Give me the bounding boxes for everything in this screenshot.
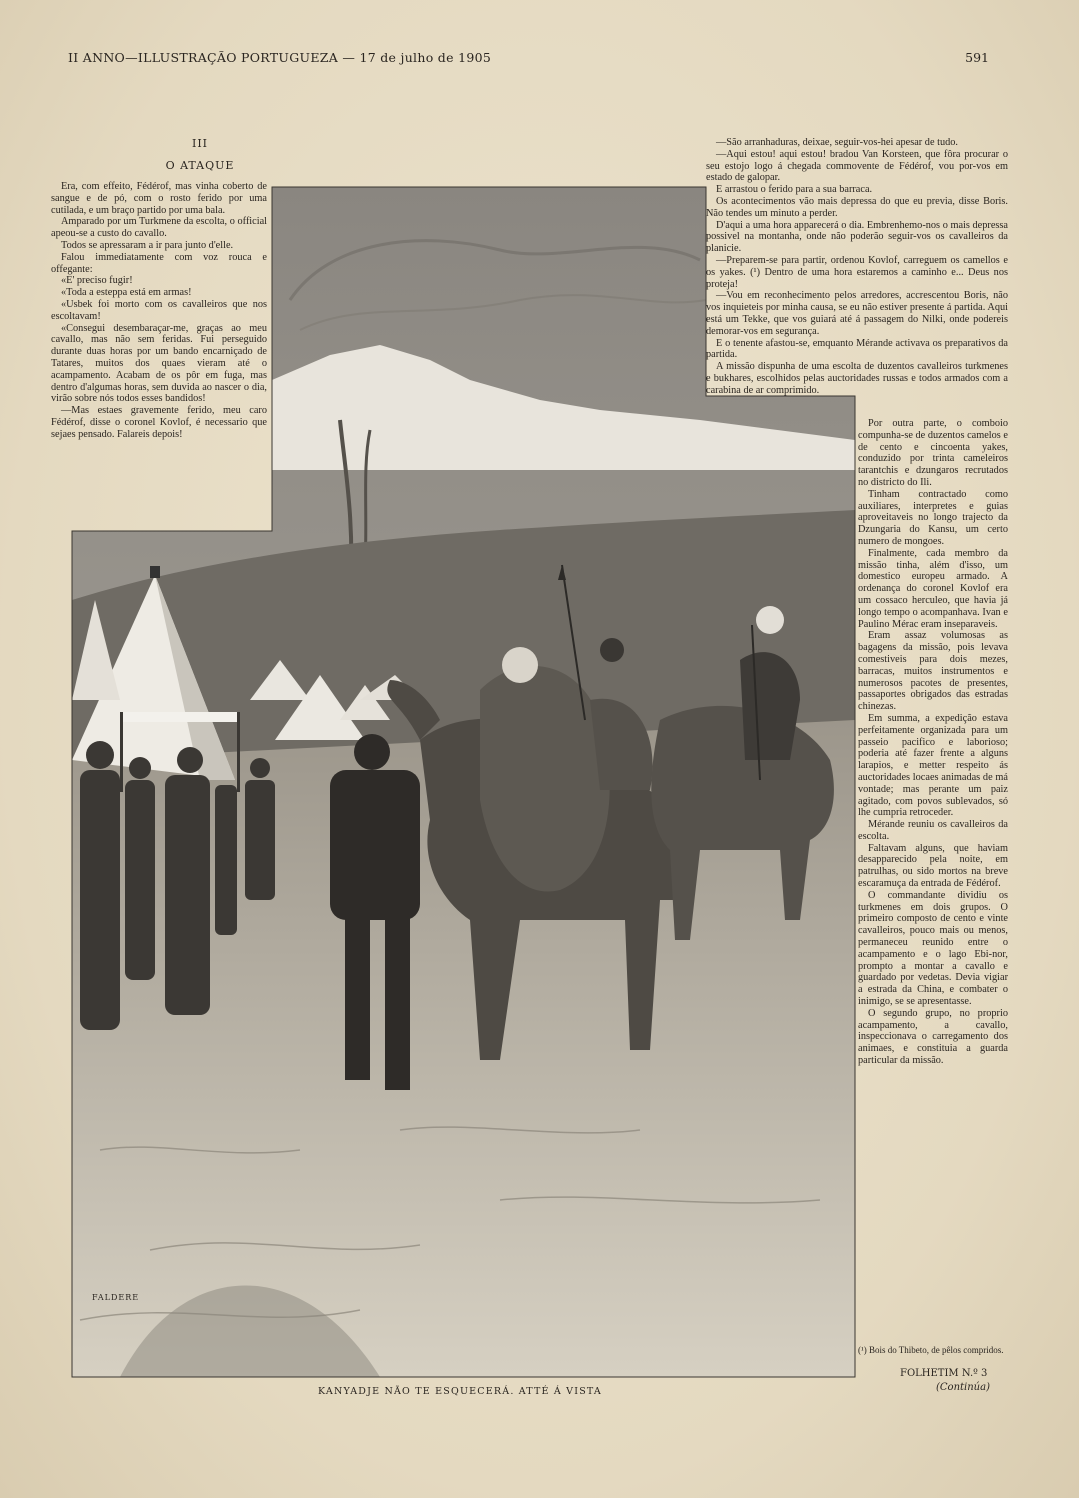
paragraph: O segundo grupo, no proprio acampamento, a cavallo, inspeccionava o carregamento dos animaes, e constituia a guarda particular da missão. [858,1007,1008,1067]
paragraph: —Mas estaes gravemente ferido, meu caro Fédérof, disse o coronel Kovlof, é necessario que sejaes pensado. Falareis depois! [51,405,267,440]
running-header: II ANNO—ILLUSTRAÇÃO PORTUGUEZA — 17 de julho de 1905 [68,50,492,65]
paragraph: D'aqui a uma hora apparecerá o dia. Embrenhemo-nos o mais depressa possivel na montanha, onde não poderão seguir-vos os cavalleiros da planicie. [706,219,1008,255]
paragraph: Mérande reuniu os cavalleiros da escolta. [858,819,1008,842]
paragraph: —São arranhaduras, deixae, seguir-vos-hei apesar de tudo. [716,137,958,148]
paragraph: O commandante dividiu os turkmenes em dois grupos. O primeiro composto de cento e vinte cavalleiros, pouco mais ou menos, permaneceu reunido entre o acampamento e o lago Ebi-nor, prompto a montar a cavallo e guardado por vedetas. Devia vigiar a estrada da China, e combater o inimigo, se se apresentasse. [858,889,1008,1008]
paragraph: Falou immediatamente com voz rouca e offegante: [51,251,267,275]
footnote: (¹) Bois do Thibeto, de pêlos compridos. [858,1345,1004,1355]
paragraph: —Vou em reconhecimento pelos arredores, accrescentou Boris, não vos inquieteis por minha causa, se eu não estiver presente á partida. Aqui está um Tekke, que vos guiará até á passagem do Nilki, onde podereis demorar-vos em segurança. [706,290,1008,337]
paragraph: Finalmente, cada membro da missão tinha, além d'isso, um domestico europeu armado. A ordenança do coronel Kovlof era um cossaco herculeo, que havia já longo tempo o acompanhava. Ivan e Paulino Mérac eram inseparaveis. [858,547,1008,630]
paragraph: «Toda a esteppa está em armas! [61,287,192,299]
paragraph: Amparado por um Turkmene da escolta, o official apeou-se a custo do cavallo. [51,216,267,240]
chapter-title: O ATAQUE [165,159,235,172]
paragraph: —Aqui estou! aqui estou! bradou Van Korsteen, que fôra procurar o seu estojo logo á chegada commovente de Fédérof, vou por-vos em estado de galopar. [706,148,1008,184]
paragraph: E arrastou o ferido para a sua barraca. [716,184,873,196]
folhetim-label: FOLHETIM N.º 3 [900,1368,988,1379]
paragraph: —Preparem-se para partir, ordenou Kovlof, carreguem os camellos e os yakes. (¹) Dentro de uma hora estaremos a caminho e... Deus nos proteja! [706,254,1008,290]
paragraph: Em summa, a expedição estava perfeitamente organizada para um passeio pacifico e laborioso; poderia até fazer frente a alguns larapios, e metter respeito ás auctoridades locaes animadas de má vontade; mas perante um paiz agitado, com povos sublevados, só lhe cumpria retroceder. [858,712,1008,819]
paragraph: E o tenente afastou-se, emquanto Mérande activava os preparativos da partida. [706,337,1008,361]
paragraph: «Usbek foi morto com os cavalleiros que nos escoltavam! [51,298,267,322]
illustration-caption: KANYADJE NÃO TE ESQUECERÁ. ATTÉ Á VISTA [318,1386,602,1397]
paragraph: A missão dispunha de uma escolta de duzentos cavalleiros turkmenes e bukhares, escolhidos pelas auctoridades russas e todos armados com a carabina de ar comprimido. [706,361,1008,396]
paragraph: Eram assaz volumosas as bagagens da missão, pois levava comestiveis para dois mezes, barracas, muitos instrumentos e numerosos pacotes de presentes, passaportes obrigados das estradas chinezas. [858,630,1008,713]
paragraph: Os acontecimentos vão mais depressa do que eu previa, disse Boris. Não tendes um minuto a perder. [706,195,1008,219]
page-number: 591 [965,50,989,65]
illustrator-signature: FALDERE [92,1293,140,1302]
chapter-numeral: III [191,137,209,150]
paragraph: Tinham contractado como auxiliares, interpretes e guias aproveitaveis no longo trajecto da Dzungaria do Kansu, um certo numero de mongoes. [858,488,1008,547]
paragraph: Todos se apressaram a ir para junto d'elle. [61,239,234,251]
paragraph: Faltavam alguns, que haviam desapparecido pela noite, em patrulhas, ou sido mortos na breve escaramuça da entrada de Fédérof. [858,842,1008,890]
paragraph: Era, com effeito, Fédérof, mas vinha coberto de sangue e de pó, com o rosto ferido por uma cutilada, e um braço partido por uma bala. [51,181,267,216]
paragraph: «Consegui desembaraçar-me, graças ao meu cavallo, mas não sem feridas. Fui perseguido durante duas horas por um bando encarniçado de Tatares, muitos dos quaes vieram até o acampamento. Acabam de os pôr em fuga, mas dentro d'algumas horas, sem duvida ao nascer o dia, virão sobre nós todos esses bandidos! [51,322,267,405]
paragraph: Por outra parte, o comboio compunha-se de duzentos camelos e de cento e cincoenta yakes, conduzido por trinta cameleiros tarantchis e dzungaros recrutados no districto do Ili. [858,418,1008,488]
paragraph: «E' preciso fugir! [61,275,133,287]
continua-label: (Continúa) [936,1382,990,1393]
